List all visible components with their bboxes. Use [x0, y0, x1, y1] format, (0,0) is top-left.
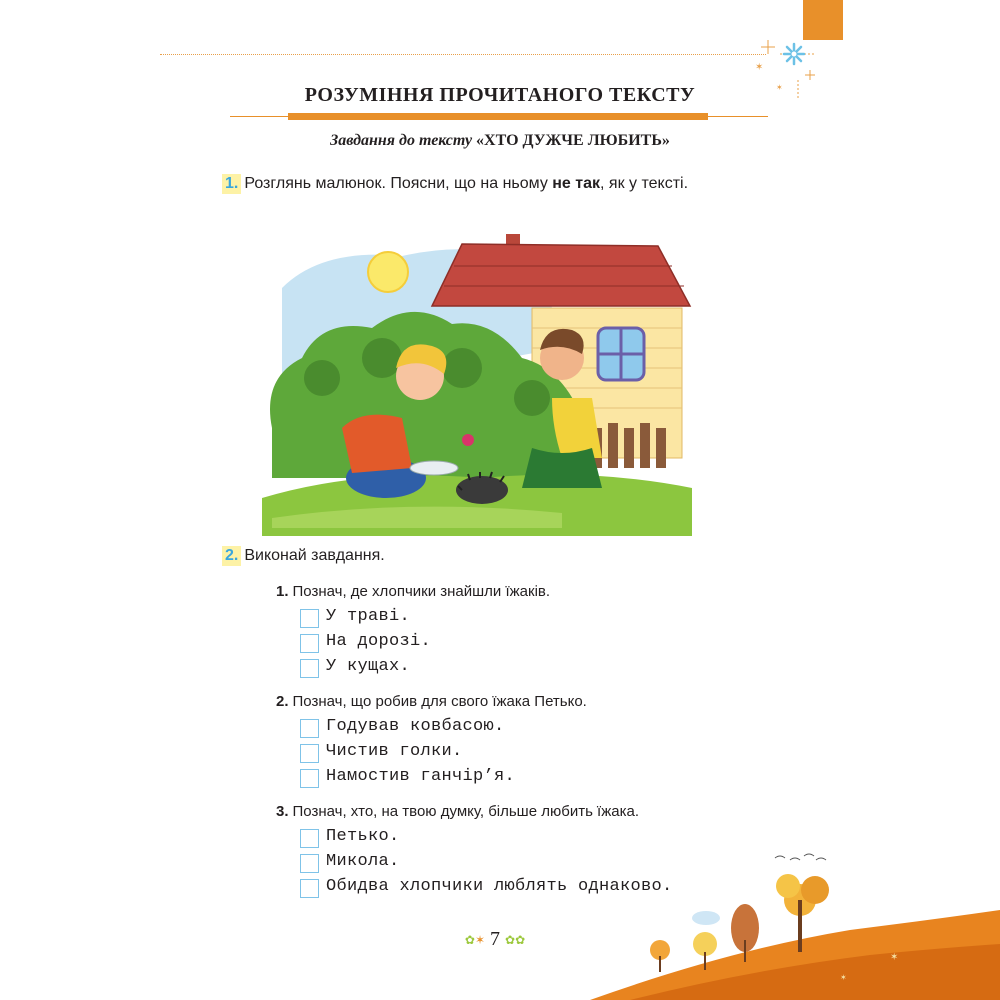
task-1 — [222, 174, 688, 194]
checkbox[interactable] — [300, 744, 319, 763]
leaf-icon: ✿ — [505, 932, 516, 947]
task-1-text-before: Розглянь малюнок. Поясни, що на ньому — [244, 175, 553, 192]
svg-text:✶: ✶ — [840, 973, 847, 982]
star-icon: ✶ — [474, 932, 485, 947]
option-label: Намостив ганчір’я. — [326, 767, 516, 786]
option-label: У траві. — [326, 607, 411, 626]
svg-text:✶: ✶ — [776, 83, 783, 92]
checkbox[interactable] — [300, 829, 319, 848]
option-label: Микола. — [326, 852, 400, 871]
question-2 — [276, 693, 587, 710]
checkbox[interactable] — [300, 609, 319, 628]
page-heading: РОЗУМІННЯ ПРОЧИТАНОГО ТЕКСТУ — [304, 84, 696, 106]
question-3-text: Познач, хто, на твою думку, більше любить їжака. — [292, 803, 639, 820]
leaf-icon: ✿ — [464, 932, 475, 947]
task-1-text-after: , як у тексті. — [600, 175, 689, 192]
checkbox[interactable] — [300, 854, 319, 873]
option-label: Годував ковбасою. — [326, 717, 505, 736]
autumn-trees-scene — [590, 840, 1000, 1000]
option-label: У кущах. — [326, 657, 411, 676]
checkbox[interactable] — [300, 634, 319, 653]
option-label: Петько. — [326, 827, 400, 846]
question-2-number: 2. — [276, 693, 289, 710]
checkbox[interactable] — [300, 719, 319, 738]
page-number: 7 — [490, 928, 500, 950]
question-1-number: 1. — [276, 583, 289, 600]
task-2-text: Виконай завдання. — [244, 547, 385, 564]
leaf-icon: ✿ — [515, 932, 526, 947]
task-2-number: 2. — [222, 546, 241, 566]
top-dotted-line — [160, 54, 766, 55]
checkbox[interactable] — [300, 879, 319, 898]
svg-text:✶: ✶ — [755, 62, 764, 73]
subtitle-title: «ХТО ДУЖЧЕ ЛЮБИТЬ» — [476, 132, 670, 149]
subtitle-italic: Завдання до тексту — [330, 132, 473, 149]
question-1 — [276, 583, 550, 600]
task-1-number: 1. — [222, 174, 241, 194]
checkbox[interactable] — [300, 659, 319, 678]
task-subtitle — [230, 132, 770, 150]
svg-text:✶: ✶ — [890, 952, 899, 963]
question-2-text: Познач, що робив для свого їжака Петько. — [292, 693, 587, 710]
page-number-area — [440, 928, 550, 951]
heading-underline — [230, 113, 768, 123]
boys-with-hedgehog-illustration — [262, 228, 692, 536]
option-label: Обидва хлопчики люблять однаково. — [326, 877, 673, 896]
checkbox[interactable] — [300, 769, 319, 788]
task-1-text-bold: не так — [552, 175, 601, 192]
option-label: На дорозі. — [326, 632, 432, 651]
question-3 — [276, 803, 639, 820]
question-3-number: 3. — [276, 803, 289, 820]
question-1-text: Познач, де хлопчики знайшли їжаків. — [292, 583, 551, 600]
option-label: Чистив голки. — [326, 742, 463, 761]
task-2 — [222, 546, 385, 566]
